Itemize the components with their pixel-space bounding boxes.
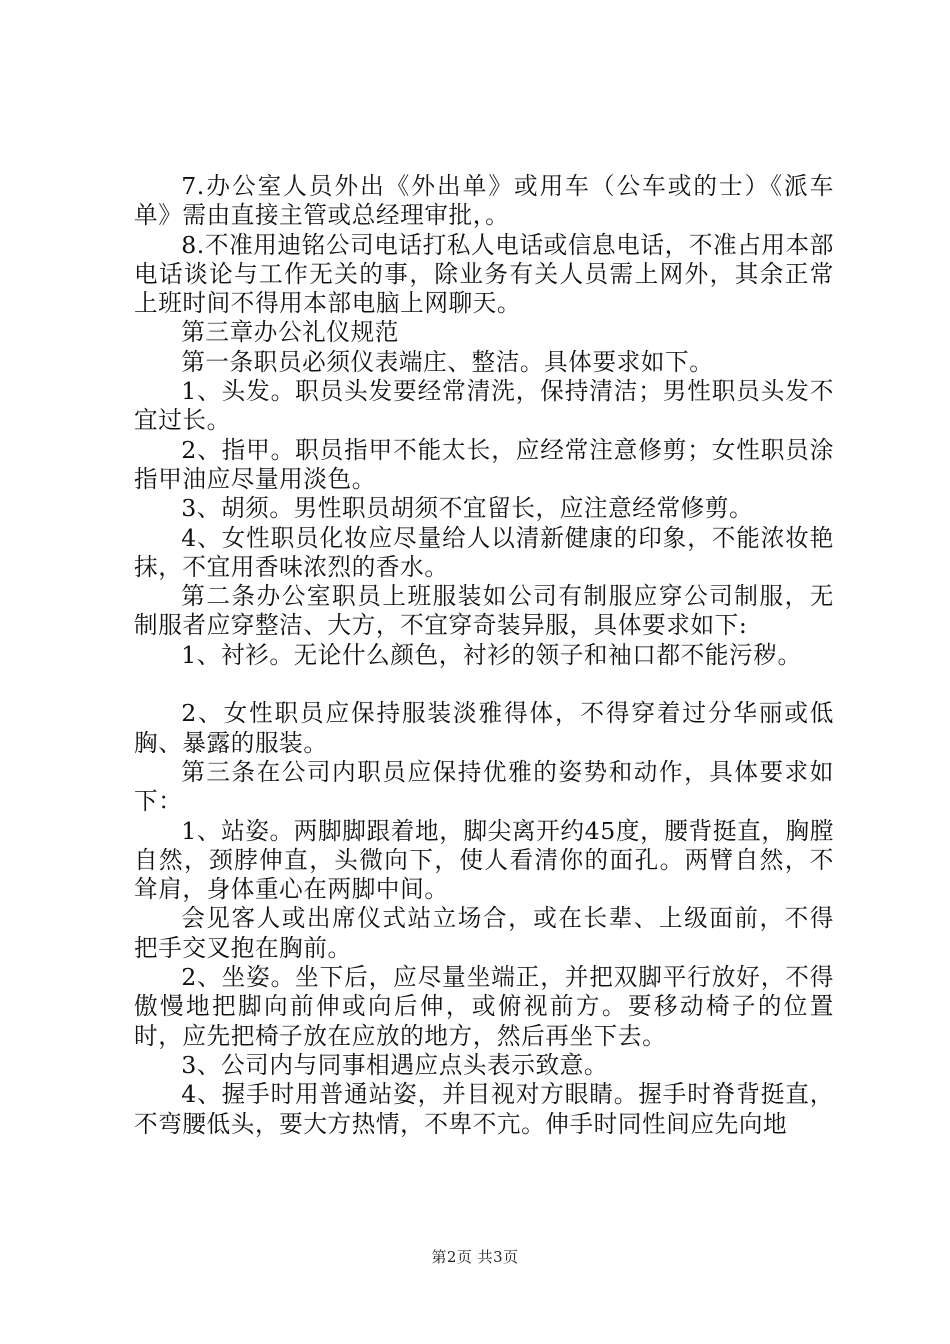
- chapter-heading: 第三章办公礼仪规范: [181, 318, 399, 347]
- document-body: [134, 172, 834, 1139]
- article-2-item-shirt: 1、衬衫。无论什么颜色，衬衫的领子和袖口都不能污秽。: [181, 640, 802, 669]
- paragraph-7: 7.办公室人员外出《外出单》或用车（公车或的士）《派车单》需由直接主管或总经理审批，。: [134, 172, 834, 230]
- article-3-item-standing: 1、站姿。两脚脚跟着地，脚尖离开约45度，腰背挺直，胸膛自然，颈脖伸直，头微向下，使人看清你的面孔。两臂自然，不耸肩，身体重心在两脚中间。: [134, 816, 834, 904]
- article-2-item-female-attire: 2、女性职员应保持服装淡雅得体，不得穿着过分华丽或低胸、暴露的服装。: [134, 699, 834, 757]
- article-3-item-sitting: 2、坐姿。坐下后，应尽量坐端正，并把双脚平行放好，不得傲慢地把脚向前伸或向后伸，或俯视前方。要移动椅子的位置时，应先把椅子放在应放的地方，然后再坐下去。: [134, 963, 834, 1050]
- paragraph-8: 8.不准用迪铭公司电话打私人电话或信息电话，不准占用本部电话谈论与工作无关的事，除业务有关人员需上网外，其余正常上班时间不得用本部电脑上网聊天。: [134, 230, 834, 318]
- article-1-item-nails: 2、指甲。职员指甲不能太长，应经常注意修剪；女性职员涂指甲油应尽量用淡色。: [134, 435, 834, 493]
- article-3-item-greeting: 3、公司内与同事相遇应点头表示致意。: [181, 1050, 609, 1079]
- article-3: 第三条在公司内职员应保持优雅的姿势和动作，具体要求如下：: [134, 757, 834, 816]
- article-3-item-standing-note: 会见客人或出席仪式站立场合，或在长辈、上级面前，不得把手交叉抱在胸前。: [134, 904, 834, 962]
- blank-line: [134, 670, 834, 699]
- article-1-item-makeup: 4、女性职员化妆应尽量给人以清新健康的印象，不能浓妆艳抹，不宜用香味浓烈的香水。: [134, 523, 834, 581]
- article-2: 第二条办公室职员上班服装如公司有制服应穿公司制服，无制服者应穿整洁、大方，不宜穿奇装异服，具体要求如下:: [134, 582, 834, 640]
- article-3-item-handshake: 4、握手时用普通站姿，并目视对方眼睛。握手时脊背挺直，不弯腰低头，要大方热情，不卑不亢。伸手时同性间应先向地: [134, 1080, 834, 1138]
- page-footer: 第2页 共3页: [431, 1248, 519, 1266]
- article-1: 第一条职员必须仪表端庄、整洁。具体要求如下。: [181, 347, 714, 376]
- article-1-item-hair: 1、头发。职员头发要经常清洗，保持清洁；男性职员头发不宜过长。: [134, 377, 834, 435]
- article-1-item-beard: 3、胡须。男性职员胡须不宜留长，应注意经常修剪。: [181, 494, 754, 523]
